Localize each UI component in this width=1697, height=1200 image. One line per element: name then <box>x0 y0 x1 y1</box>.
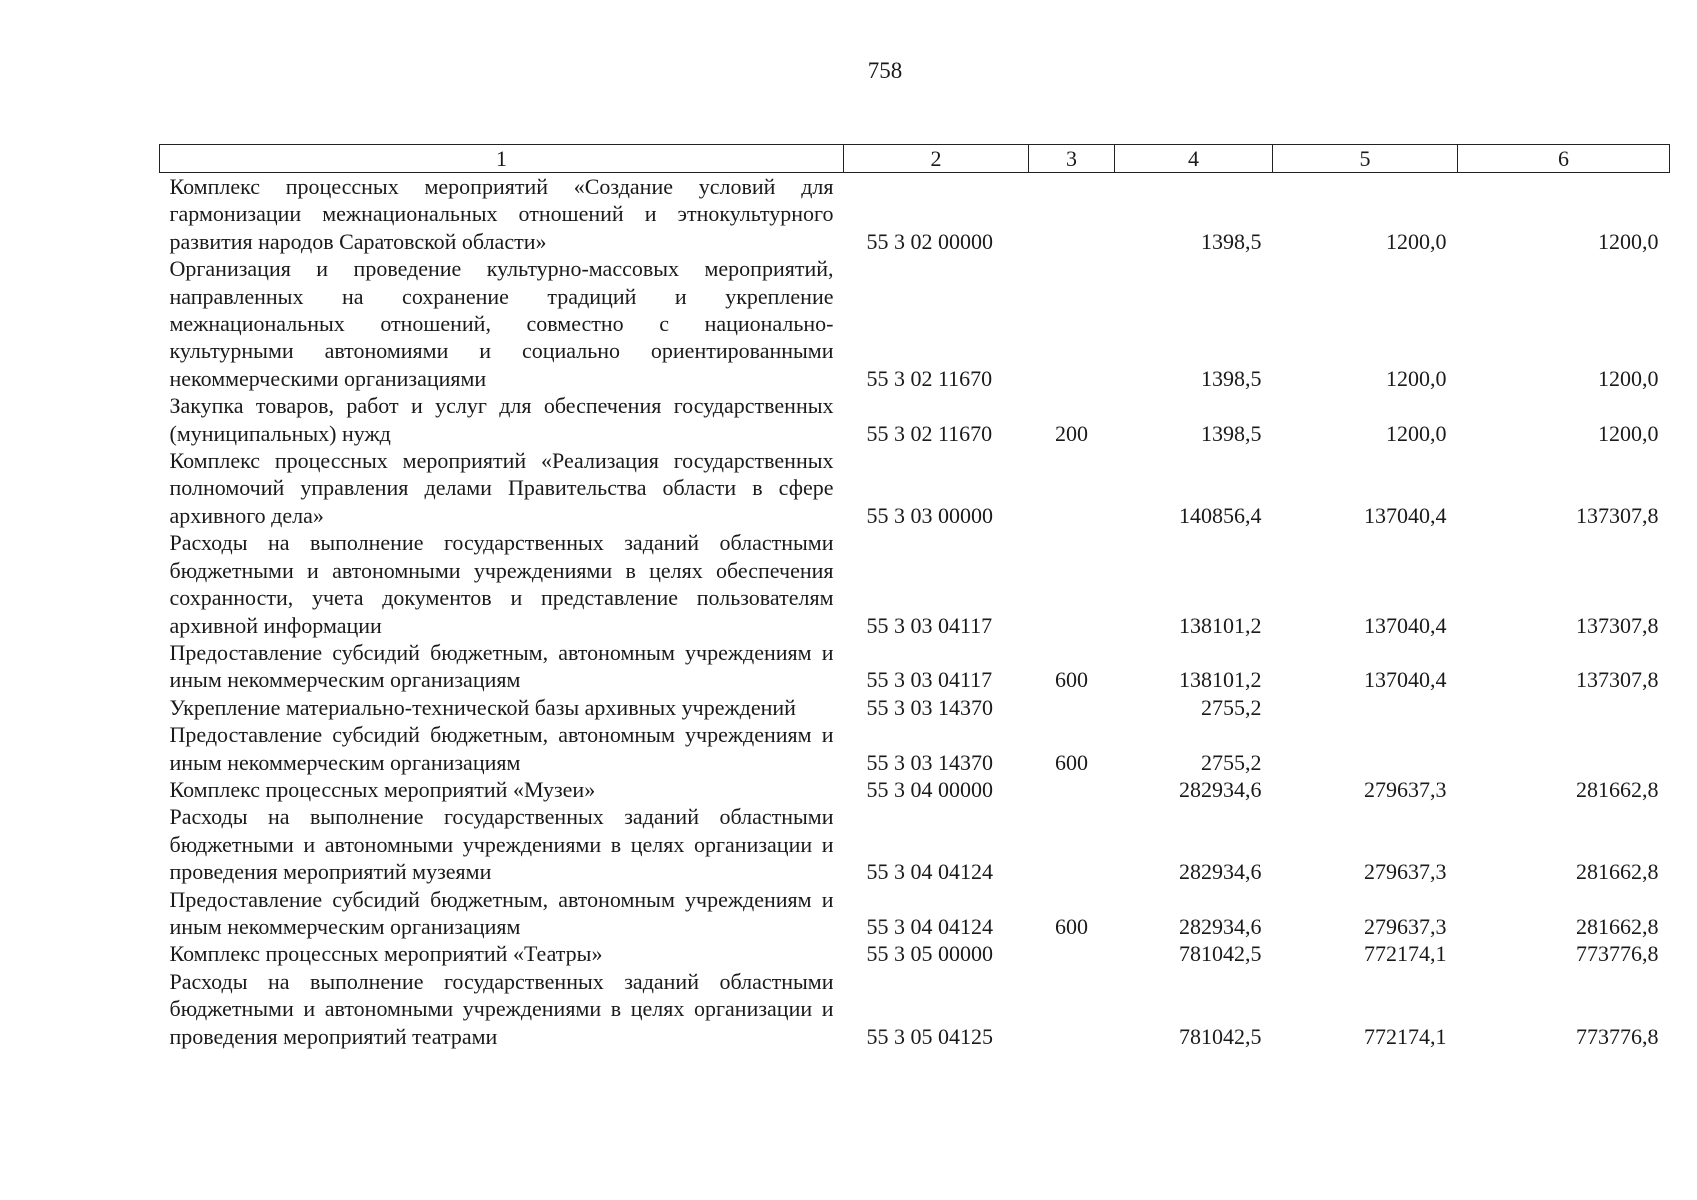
table-row <box>160 721 1670 776</box>
table-row <box>160 255 1670 392</box>
row-value-col5-cell <box>1273 694 1458 721</box>
row-value-col4-cell: 138101,2 <box>1179 667 1262 693</box>
column-header-1: 1 <box>160 145 844 173</box>
page-number: 758 <box>867 58 903 83</box>
row-value-col4-cell: 2755,2 <box>1201 694 1262 720</box>
row-code-cell: 55 3 04 04124 <box>866 859 993 885</box>
row-value-col6-cell: 137307,8 <box>1576 502 1659 528</box>
row-value-col5-cell: 1200,0 <box>1386 365 1447 391</box>
header-row <box>160 145 1670 173</box>
row-value-col4-cell: 1398,5 <box>1201 365 1262 391</box>
row-value-col5-cell: 279637,3 <box>1364 859 1447 885</box>
row-code-cell: 55 3 04 00000 <box>866 776 993 802</box>
row-code-cell: 55 3 02 00000 <box>866 228 993 254</box>
row-name-cell: Комплекс процессных мероприятий «Создание условий для гармонизации межнациональных отношений и этнокультурного развития народов Саратовской области» <box>169 174 834 254</box>
row-expense-type-cell: 600 <box>1055 913 1088 939</box>
row-value-col6-cell <box>1458 721 1670 776</box>
table-row <box>160 392 1670 447</box>
table-row <box>160 940 1670 967</box>
row-expense-type-cell: 200 <box>1055 420 1088 446</box>
row-value-col6-cell: 281662,8 <box>1576 776 1659 802</box>
row-expense-type-cell <box>1029 968 1115 1050</box>
table-row <box>160 694 1670 721</box>
row-name-cell: Организация и проведение культурно-массовых мероприятий, направленных на сохранение традиций и укрепление межнациональных отношений, совместно с национально-культурными автономиями и социально ориентированными некоммерческими организациями <box>169 256 834 391</box>
row-code-cell: 55 3 02 11670 <box>866 365 993 391</box>
row-value-col4-cell: 282934,6 <box>1179 859 1262 885</box>
row-value-col4-cell: 2755,2 <box>1201 749 1262 775</box>
column-header-3: 3 <box>1029 145 1115 173</box>
table-row <box>160 639 1670 694</box>
row-code-cell: 55 3 05 00000 <box>866 941 993 967</box>
row-code-cell: 55 3 03 14370 <box>866 694 993 720</box>
row-expense-type-cell <box>1029 173 1115 256</box>
row-expense-type-cell <box>1029 803 1115 885</box>
column-header-6: 6 <box>1458 145 1670 173</box>
row-value-col4-cell: 282934,6 <box>1179 913 1262 939</box>
row-value-col6-cell: 281662,8 <box>1576 913 1659 939</box>
row-name-cell: Комплекс процессных мероприятий «Музеи» <box>169 776 596 802</box>
row-value-col6-cell: 1200,0 <box>1598 228 1659 254</box>
row-value-col4-cell: 138101,2 <box>1179 612 1262 638</box>
row-value-col6-cell: 281662,8 <box>1576 859 1659 885</box>
row-code-cell: 55 3 03 04117 <box>866 612 993 638</box>
row-name-cell: Расходы на выполнение государственных заданий областными бюджетными и автономными учреждениями в целях организации и проведения мероприятий музеями <box>169 804 834 885</box>
row-value-col5-cell: 772174,1 <box>1364 1023 1447 1049</box>
table-header <box>160 145 1670 173</box>
row-code-cell: 55 3 03 00000 <box>866 502 993 528</box>
row-value-col6-cell: 137307,8 <box>1576 667 1659 693</box>
table-row <box>160 173 1670 256</box>
row-name-cell: Комплекс процессных мероприятий «Реализация государственных полномочий управления делами Правительства области в сфере архивного дела» <box>169 448 834 528</box>
table-row <box>160 803 1670 885</box>
row-value-col5-cell: 1200,0 <box>1386 420 1447 446</box>
table-row <box>160 886 1670 941</box>
row-name-cell: Предоставление субсидий бюджетным, автономным учреждениям и иным некоммерческим организациям <box>169 722 834 775</box>
row-value-col5-cell: 1200,0 <box>1386 228 1447 254</box>
row-name-cell: Предоставление субсидий бюджетным, автономным учреждениям и иным некоммерческим организациям <box>169 639 834 693</box>
row-name-cell: Расходы на выполнение государственных заданий областными бюджетными и автономными учреждениями в целях обеспечения сохранности, учета документов и представление пользователям архивной информации <box>169 530 834 638</box>
row-code-cell: 55 3 05 04125 <box>866 1023 993 1049</box>
row-name-cell: Предоставление субсидий бюджетным, автономным учреждениям и иным некоммерческим организациям <box>169 886 834 939</box>
row-value-col5-cell: 137040,4 <box>1364 667 1447 693</box>
row-code-cell: 55 3 03 04117 <box>866 667 993 693</box>
budget-table <box>159 144 1670 1050</box>
row-name-cell: Укрепление материально-технической базы архивных учреждений <box>169 694 796 720</box>
row-value-col6-cell <box>1458 694 1670 721</box>
row-code-cell: 55 3 02 11670 <box>866 420 993 446</box>
row-code-cell: 55 3 03 14370 <box>866 749 993 775</box>
row-value-col5-cell: 137040,4 <box>1364 502 1447 528</box>
row-value-col6-cell: 773776,8 <box>1576 941 1659 967</box>
row-value-col6-cell: 1200,0 <box>1598 365 1659 391</box>
column-header-5: 5 <box>1273 145 1458 173</box>
row-value-col5-cell: 137040,4 <box>1364 612 1447 638</box>
row-expense-type-cell <box>1029 255 1115 392</box>
row-expense-type-cell: 600 <box>1055 749 1088 775</box>
table-row <box>160 447 1670 529</box>
row-value-col4-cell: 140856,4 <box>1179 502 1262 528</box>
table-body <box>160 173 1670 1051</box>
column-header-4: 4 <box>1115 145 1273 173</box>
row-value-col4-cell: 781042,5 <box>1179 941 1262 967</box>
row-value-col5-cell: 279637,3 <box>1364 913 1447 939</box>
table-row <box>160 968 1670 1050</box>
row-value-col5-cell <box>1273 721 1458 776</box>
row-name-cell: Расходы на выполнение государственных заданий областными бюджетными и автономными учреждениями в целях организации и проведения мероприятий театрами <box>169 968 834 1049</box>
row-value-col5-cell: 279637,3 <box>1364 776 1447 802</box>
row-expense-type-cell <box>1029 776 1115 803</box>
row-expense-type-cell <box>1029 447 1115 529</box>
row-value-col6-cell: 773776,8 <box>1576 1023 1659 1049</box>
table-row <box>160 776 1670 803</box>
row-name-cell: Закупка товаров, работ и услуг для обеспечения государственных (муниципальных) нужд <box>169 393 834 446</box>
row-expense-type-cell: 600 <box>1055 667 1088 693</box>
row-value-col4-cell: 781042,5 <box>1179 1023 1262 1049</box>
row-code-cell: 55 3 04 04124 <box>866 913 993 939</box>
row-value-col6-cell: 137307,8 <box>1576 612 1659 638</box>
row-expense-type-cell <box>1029 940 1115 967</box>
row-value-col5-cell: 772174,1 <box>1364 941 1447 967</box>
row-value-col4-cell: 1398,5 <box>1201 228 1262 254</box>
table-row <box>160 529 1670 639</box>
row-name-cell: Комплекс процессных мероприятий «Театры» <box>169 941 603 967</box>
column-header-2: 2 <box>844 145 1029 173</box>
row-value-col6-cell: 1200,0 <box>1598 420 1659 446</box>
row-value-col4-cell: 1398,5 <box>1201 420 1262 446</box>
row-value-col4-cell: 282934,6 <box>1179 776 1262 802</box>
row-expense-type-cell <box>1029 694 1115 721</box>
row-expense-type-cell <box>1029 529 1115 639</box>
